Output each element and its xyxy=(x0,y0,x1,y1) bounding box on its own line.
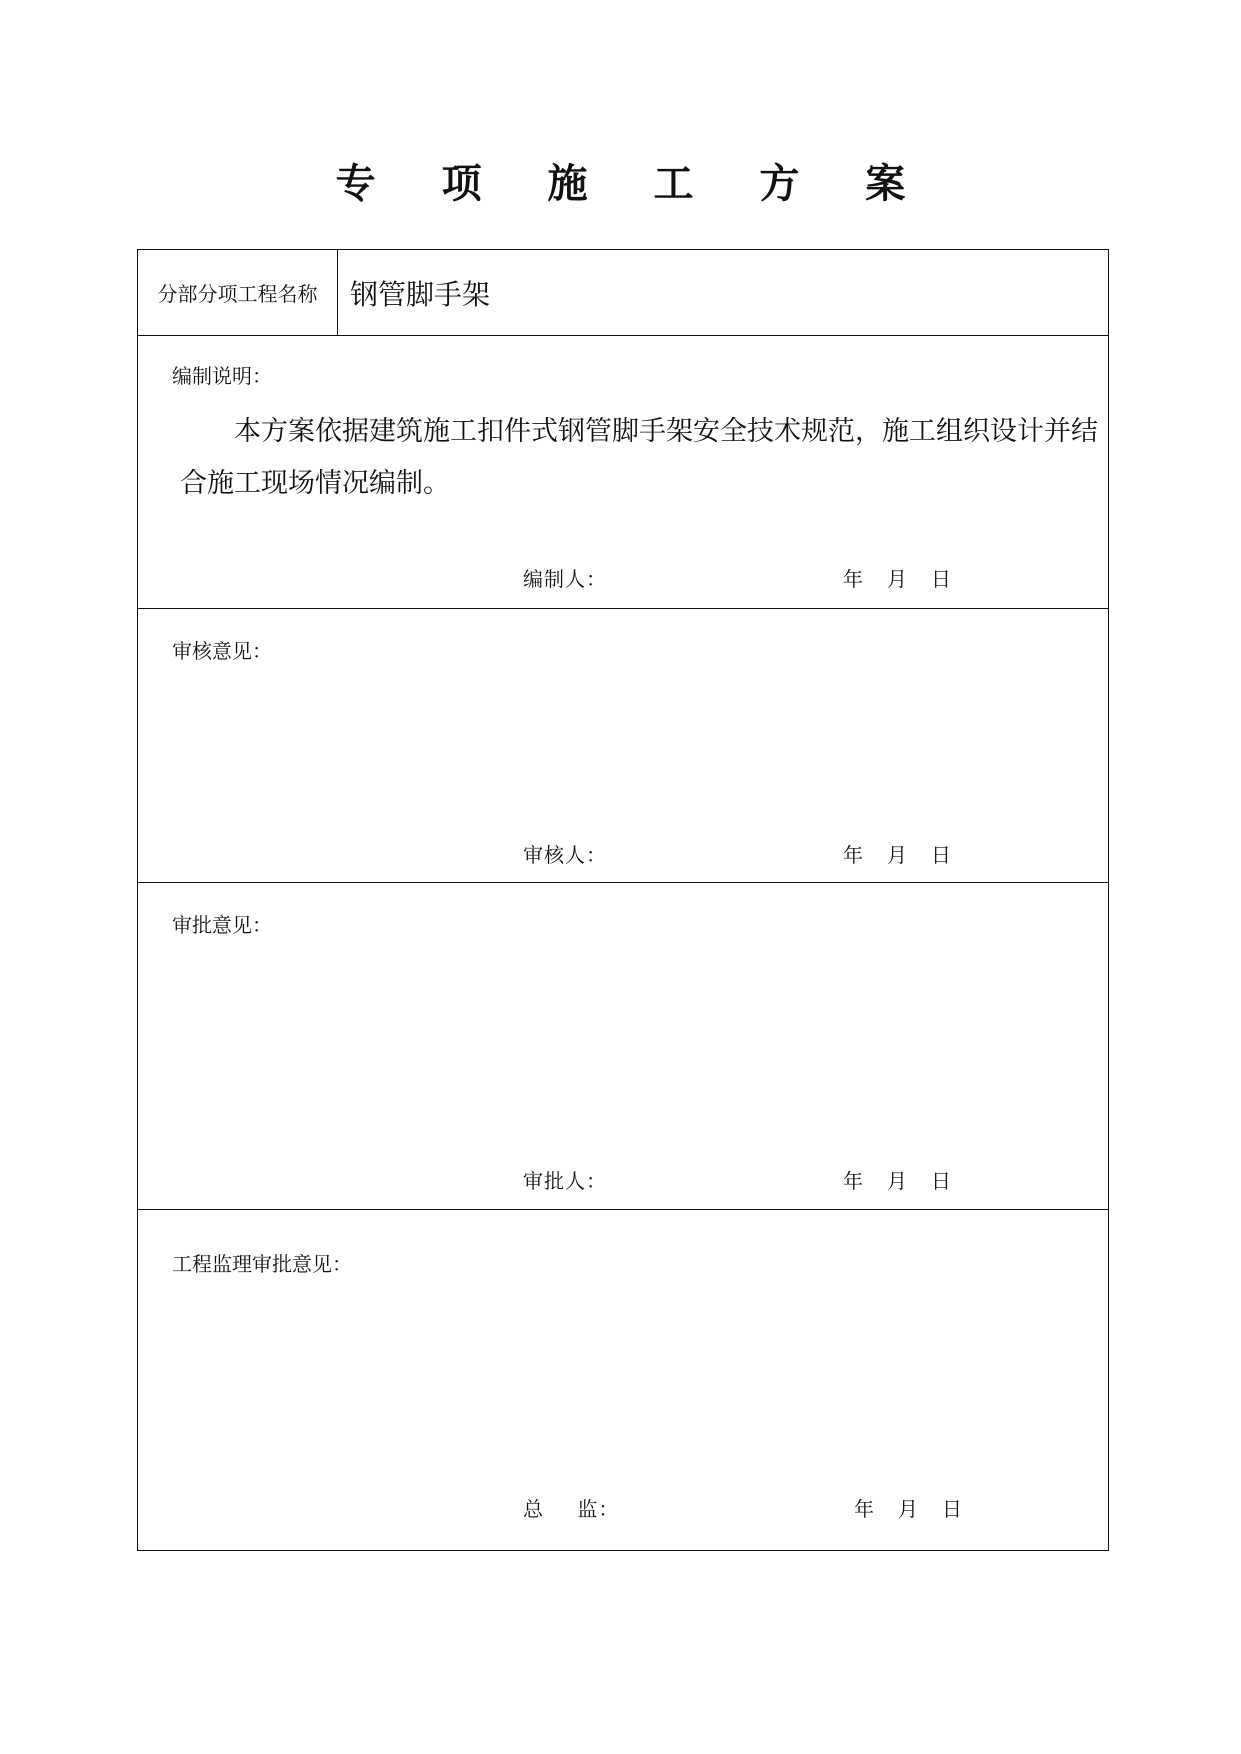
date-year: 年 xyxy=(843,1169,863,1193)
compile-label: 编制说明： xyxy=(172,364,272,388)
date-day: 日 xyxy=(931,843,951,867)
date-year: 年 xyxy=(843,567,863,591)
review-date xyxy=(843,839,951,868)
approval-section xyxy=(138,883,1108,1210)
date-month: 月 xyxy=(887,1169,907,1193)
date-month: 月 xyxy=(887,843,907,867)
supervision-section xyxy=(138,1210,1108,1550)
page-title: 专 项 施 工 方 案 xyxy=(335,160,932,207)
review-section xyxy=(138,609,1108,883)
compile-description xyxy=(180,406,1100,510)
compile-section xyxy=(138,336,1108,609)
project-name-label: 分部分项工程名称 xyxy=(138,250,338,335)
chief-supervisor-signature-label: 总 监： xyxy=(523,1497,620,1521)
project-name-row xyxy=(138,250,1108,336)
approval-label: 审批意见： xyxy=(172,913,272,937)
supervision-label: 工程监理审批意见： xyxy=(172,1252,352,1276)
date-day: 日 xyxy=(942,1497,962,1521)
compiler-signature-label: 编制人： xyxy=(523,567,607,591)
reviewer-signature-label: 审核人： xyxy=(523,843,607,867)
date-day: 日 xyxy=(931,1169,951,1193)
compile-description-text: 本方案依据建筑施工扣件式钢管脚手架安全技术规范，施工组织设计并结合施工现场情况编制。 xyxy=(180,416,1098,499)
date-month: 月 xyxy=(898,1497,918,1521)
approval-form-table xyxy=(137,249,1109,1551)
date-month: 月 xyxy=(887,567,907,591)
date-day: 日 xyxy=(931,567,951,591)
approver-signature-label: 审批人： xyxy=(523,1169,607,1193)
review-label: 审核意见： xyxy=(172,639,272,663)
compile-date xyxy=(843,563,951,592)
date-year: 年 xyxy=(843,843,863,867)
approval-date xyxy=(843,1165,951,1194)
project-name-value: 钢管脚手架 xyxy=(350,277,491,311)
date-year: 年 xyxy=(854,1497,874,1521)
supervision-date xyxy=(854,1493,962,1522)
